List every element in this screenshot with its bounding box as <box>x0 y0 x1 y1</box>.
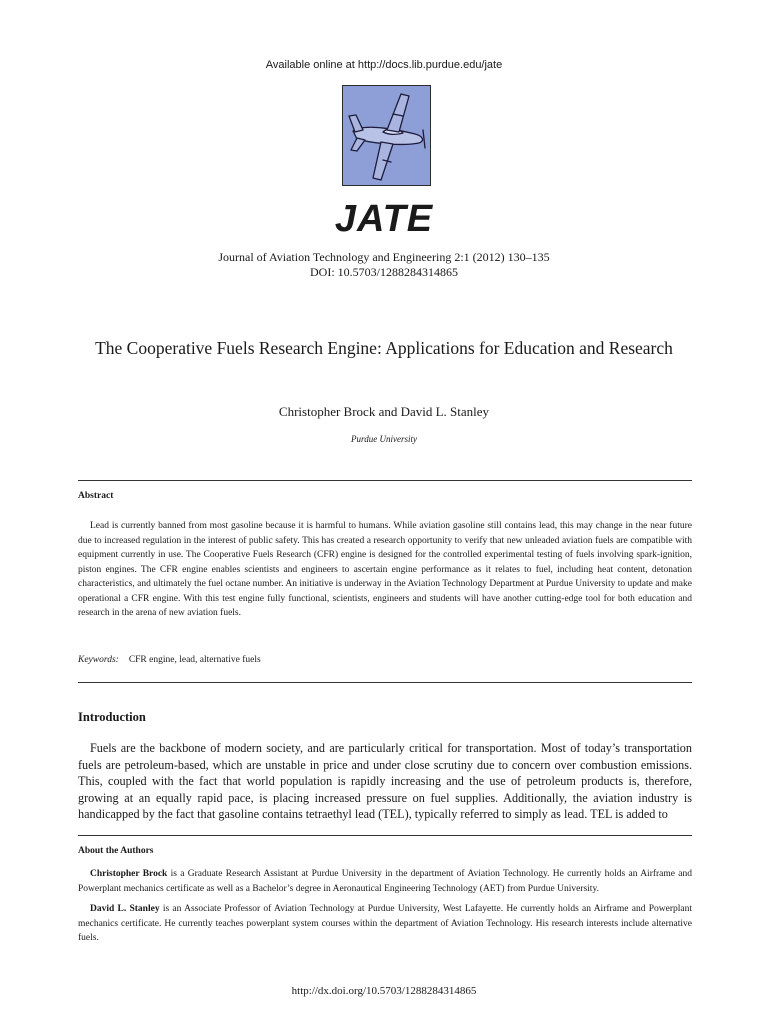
journal-line: Journal of Aviation Technology and Engineering 2:1 (2012) 130–135 <box>218 250 550 264</box>
article-authors: Christopher Brock and David L. Stanley <box>278 404 490 419</box>
divider-abstract-bottom <box>78 682 692 683</box>
author-bio-brock <box>78 867 692 896</box>
bio-name-brock: Christopher Brock <box>90 869 168 879</box>
abstract-heading: Abstract <box>78 491 114 501</box>
about-authors-heading: About the Authors <box>78 846 154 856</box>
journal-citation <box>0 250 768 280</box>
doi-line: DOI: 10.5703/1288284314865 <box>310 265 458 279</box>
airplane-icon <box>343 86 430 185</box>
author-bio-stanley <box>78 902 692 946</box>
bio-name-stanley: David L. Stanley <box>90 904 160 914</box>
available-online-link[interactable]: Available online at http://docs.lib.purdue.edu/jate <box>265 59 503 71</box>
divider-top <box>78 480 692 481</box>
divider-about <box>78 835 692 836</box>
abstract-body: Lead is currently banned from most gasoline because it is harmful to humans. While aviation gasoline still contains lead, this may change in the near future due to increased regulation in the interest of public safety. This has created a research opportunity to verify that new unleaded aviation fuels are compatible with equipment currently in use. The Cooperative Fuels Research (CFR) engine is designed for the controlled experimental testing of fuels involving spark-ignition, piston engines. The CFR engine enables scientists and engineers to ascertain engine performance as it relates to fuel, including heat content, detonation characteristics, and ultimately the fuel octane number. An initiative is underway in the Aviation Technology Department at Purdue University to update and make operational a CFR engine. With this test engine fully functional, scientists, engineers and students will have another cutting-edge tool for both education and research in the arena of new aviation fuels. <box>78 521 692 618</box>
introduction-heading: Introduction <box>78 710 146 724</box>
journal-logo <box>342 85 431 186</box>
keywords-line <box>78 655 261 665</box>
author-affiliation: Purdue University <box>351 434 417 444</box>
keywords-list: CFR engine, lead, alternative fuels <box>128 655 261 665</box>
bio-text-stanley: is an Associate Professor of Aviation Technology at Purdue University, West Lafayette. He currently holds an Airframe and Powerplant mechanics certificate. He currently teaches powerplant system courses within the department of Aviation Technology. His research interests include alternative fuels. <box>78 904 692 943</box>
article-title: The Cooperative Fuels Research Engine: Applications for Education and Research <box>95 338 673 358</box>
footer-doi-link[interactable]: http://dx.doi.org/10.5703/1288284314865 <box>291 985 477 997</box>
keywords-label: Keywords: <box>78 655 119 665</box>
journal-logo-text: JATE <box>334 198 434 240</box>
introduction-body: Fuels are the backbone of modern society, and are particularly critical for transportation. Most of today’s transportation fuels are petroleum-based, which are unstable in price and under close scrutiny due to concern over combustion emissions. This, coupled with the fact that world population is rapidly increasing and the use of petroleum products is, therefore, growing at an equally rapid pace, is placing increased pressure on fuel supplies. Additionally, the aviation industry is handicapped by the fact that gasoline contains tetraethyl lead (TEL), typically referred to simply as lead. TEL is added to <box>78 741 692 821</box>
bio-text-brock: is a Graduate Research Assistant at Purdue University in the department of Aviation Technology. He currently holds an Airframe and Powerplant mechanics certificate as well as a Bachelor’s degree in Aeronautical Engineering Technology (AET) from Purdue University. <box>78 869 692 894</box>
